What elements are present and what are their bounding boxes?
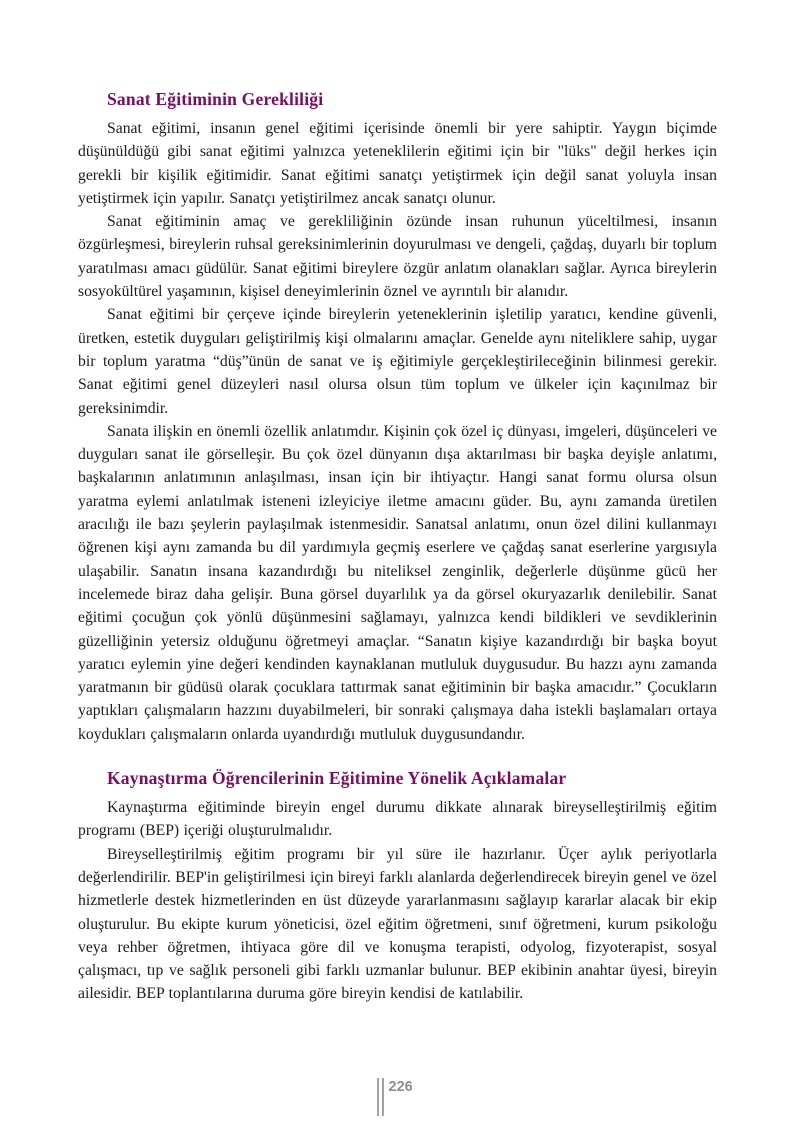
section-kaynastirma — [78, 767, 717, 1006]
paragraph: Sanat eğitimi bir çerçeve içinde bireylerin yeteneklerinin işletilip yaratıcı, kendine güvenli, üretken, estetik duyguları geliştirilmiş kişi olmalarını amaçlar. Genelde aynı niteliklere sahip, uygar bir toplum yaratma “düş”ünün de sanat ve iş eğitimiyle gerçekleştirileceğinin bilinmesi gerekir. Sanat eğitimi genel düzeyleri nasıl olursa olsun tüm toplum ve ülkeler için kaçınılmaz bir gereksinimdir. — [78, 306, 717, 417]
paragraph: Sanata ilişkin en önemli özellik anlatımdır. Kişinin çok özel iç dünyası, imgeleri, düşünceleri ve duyguları sanat ile görselleşir. Bu çok özel dünyanın dışa aktarılması bir başka deyişle anlatımı, başkalarının anlatımının anlaşılması, insan için bir ihtiyaçtır. Hangi sanat formu olursa olsun yaratma eylemi anlatılmak isteneni izleyiciye iletme amacını güder. Bu, aynı zamanda üretilen aracılığı ile bazı şeylerin paylaşılmak istenmesidir. Sanatsal anlatımı, onun özel dilini kullanmayı öğrenen kişi aynı zamanda bu dil yardımıyla geçmiş eserlere ve çağdaş sanat eserlerine yargısıyla ulaşabilir. Sanatın insana kazandırdığı bu niteliksel zenginlik, değerlerle düşünme gücü her incelemede biraz daha gelişir. Buna görsel duyarlılık ya da görsel okuryazarlık denilebilir. Sanat eğitimi çocuğun çok yönlü düşünmesini sağlamayı, yalnızca kendi bildikleri ve sevdiklerinin güzelliğinin yetersiz olduğunu öğretmeyi amaçlar. “Sanatın kişiye kazandırdığı bir başka boyut yaratıcı eylemin yine değeri kendinden kaynaklanan mutluluk duygusudur. Bu hazzı aynı zamanda yaratmanın bir güdüsü olarak çocuklara tattırmak sanat eğitiminin bir başka amacıdır.” Çocukların yaptıkları çalışmaların hazzını duyabilmeleri, bir sonraki çalışmaya daha istekli başlamaları ortaya koydukları çalışmaların onlarda uyandırdığı mutluluk duygusundandır. — [78, 422, 717, 743]
paragraph: Sanat eğitimi, insanın genel eğitimi içerisinde önemli bir yere sahiptir. Yaygın biçimde düşünüldüğü gibi sanat eğitimi yalnızca yeteneklilerin eğitimi için bir "lüks" değil herkes için gerekli bir kişilik eğitimidir. Sanat eğitimi sanatçı yetiştirmek için değil sanat yoluyla insan yetiştirmek için yapılır. Sanatçı yetiştirilmez ancak sanatçı olunur. — [78, 120, 717, 207]
section-sanat-egitimi — [78, 88, 717, 746]
section-heading: Sanat Eğitiminin Gerekliliği — [107, 89, 324, 109]
page-footer — [377, 1078, 413, 1116]
section-heading: Kaynaştırma Öğrencilerinin Eğitimine Yönelik Açıklamalar — [107, 768, 567, 789]
paragraph: Bireyselleştirilmiş eğitim programı bir yıl süre ile hazırlanır. Üçer aylık periyotlarla değerlendirilir. BEP'in geliştirilmesi için bireyi farklı alanlarda değerlendirecek bireyin genel ve özel hizmetlerle destek hizmetlerinden en üst düzeyde yararlanmasını sağlayıp kararlar alacak bir ekip oluşturulur. Bu ekipte kurum yöneticisi, özel eğitim öğretmeni, sınıf öğretmeni, kurum psikoloğu veya rehber öğretmen, ihtiyaca göre dil ve konuşma terapisti, odyolog, fizyoterapist, sosyal çalışmacı, tıp ve sağlık personeli gibi farklı uzmanlar bulunur. BEP ekibinin anahtar üyesi, bireyin ailesidir. BEP toplantılarına duruma göre bireyin kendisi de katılabilir. — [78, 845, 717, 1003]
paragraph: Kaynaştırma eğitiminde bireyin engel durumu dikkate alınarak bireyselleştirilmiş eğitim programı (BEP) içeriği oluşturulmalıdır. — [78, 799, 717, 840]
paragraph: Sanat eğitiminin amaç ve gerekliliğinin özünde insan ruhunun yüceltilmesi, insanın özgürleşmesi, bireylerin ruhsal gereksinimlerinin doyurulması ve dengeli, çağdaş, duyarlı bir toplum yaratılması amacı güdülür. Sanat eğitimi bireylere özgür anlatım olanakları sağlar. Ayrıca bireylerin sosyokültürel yaşamının, kişisel deneyimlerinin öznel ve ayrıntılı bir alanıdır. — [78, 213, 717, 301]
footer-divider-bars — [377, 1078, 384, 1116]
page-content — [78, 88, 717, 1006]
page-number: 226 — [388, 1079, 413, 1095]
